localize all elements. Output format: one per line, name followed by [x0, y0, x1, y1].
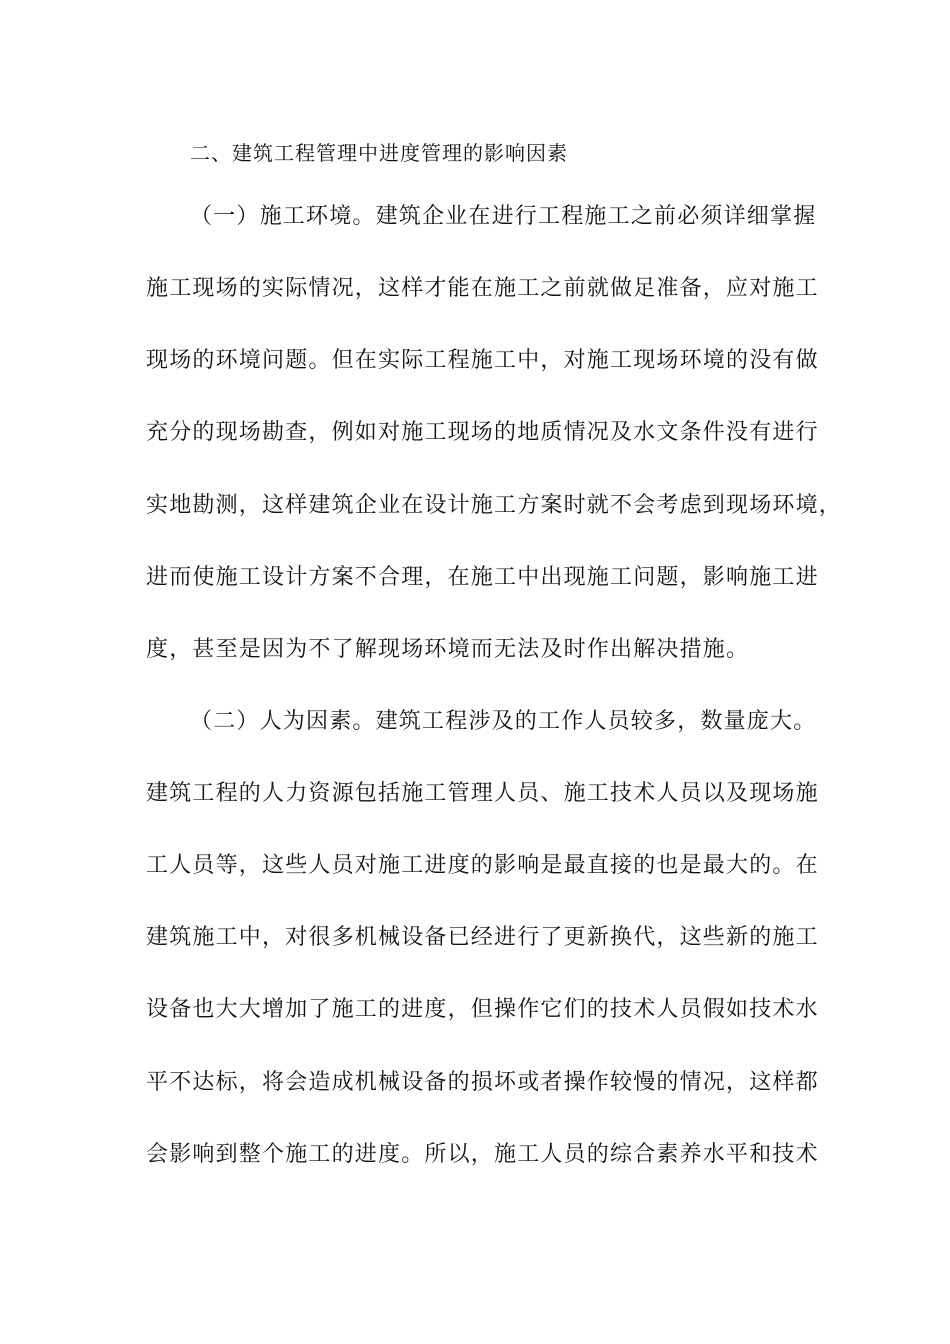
section-heading: 二、建筑工程管理中进度管理的影响因素	[190, 141, 568, 165]
paragraph-2-line-1: （二）人为因素。建筑工程涉及的工作人员较多，数量庞大。	[190, 709, 817, 734]
paragraph-2-line-7: 会影响到整个施工的进度。所以，施工人员的综合素养水平和技术	[146, 1142, 819, 1167]
paragraph-1-line-1: （一）施工环境。建筑企业在进行工程施工之前必须详细掌握	[190, 204, 817, 229]
paragraph-2-line-4: 建筑施工中，对很多机械设备已经进行了更新换代，这些新的施工	[146, 925, 819, 950]
paragraph-1-line-6: 进而使施工设计方案不合理，在施工中出现施工问题，影响施工进	[146, 565, 819, 590]
paragraph-1-line-3: 现场的环境问题。但在实际工程施工中，对施工现场环境的没有做	[146, 348, 819, 373]
paragraph-2-line-2: 建筑工程的人力资源包括施工管理人员、施工技术人员以及现场施	[146, 781, 819, 806]
paragraph-1-line-7: 度，甚至是因为不了解现场环境而无法及时作出解决措施。	[146, 637, 750, 662]
paragraph-2-line-3: 工人员等，这些人员对施工进度的影响是最直接的也是最大的。在	[146, 853, 819, 878]
paragraph-1-line-5: 实地勘测，这样建筑企业在设计施工方案时就不会考虑到现场环境，	[146, 493, 843, 518]
paragraph-1-line-2: 施工现场的实际情况，这样才能在施工之前就做足准备，应对施工	[146, 276, 819, 301]
paragraph-2-line-5: 设备也大大增加了施工的进度，但操作它们的技术人员假如技术水	[146, 997, 819, 1022]
paragraph-2-line-6: 平不达标，将会造成机械设备的损坏或者操作较慢的情况，这样都	[146, 1070, 819, 1095]
paragraph-1-line-4: 充分的现场勘查，例如对施工现场的地质情况及水文条件没有进行	[146, 420, 819, 445]
